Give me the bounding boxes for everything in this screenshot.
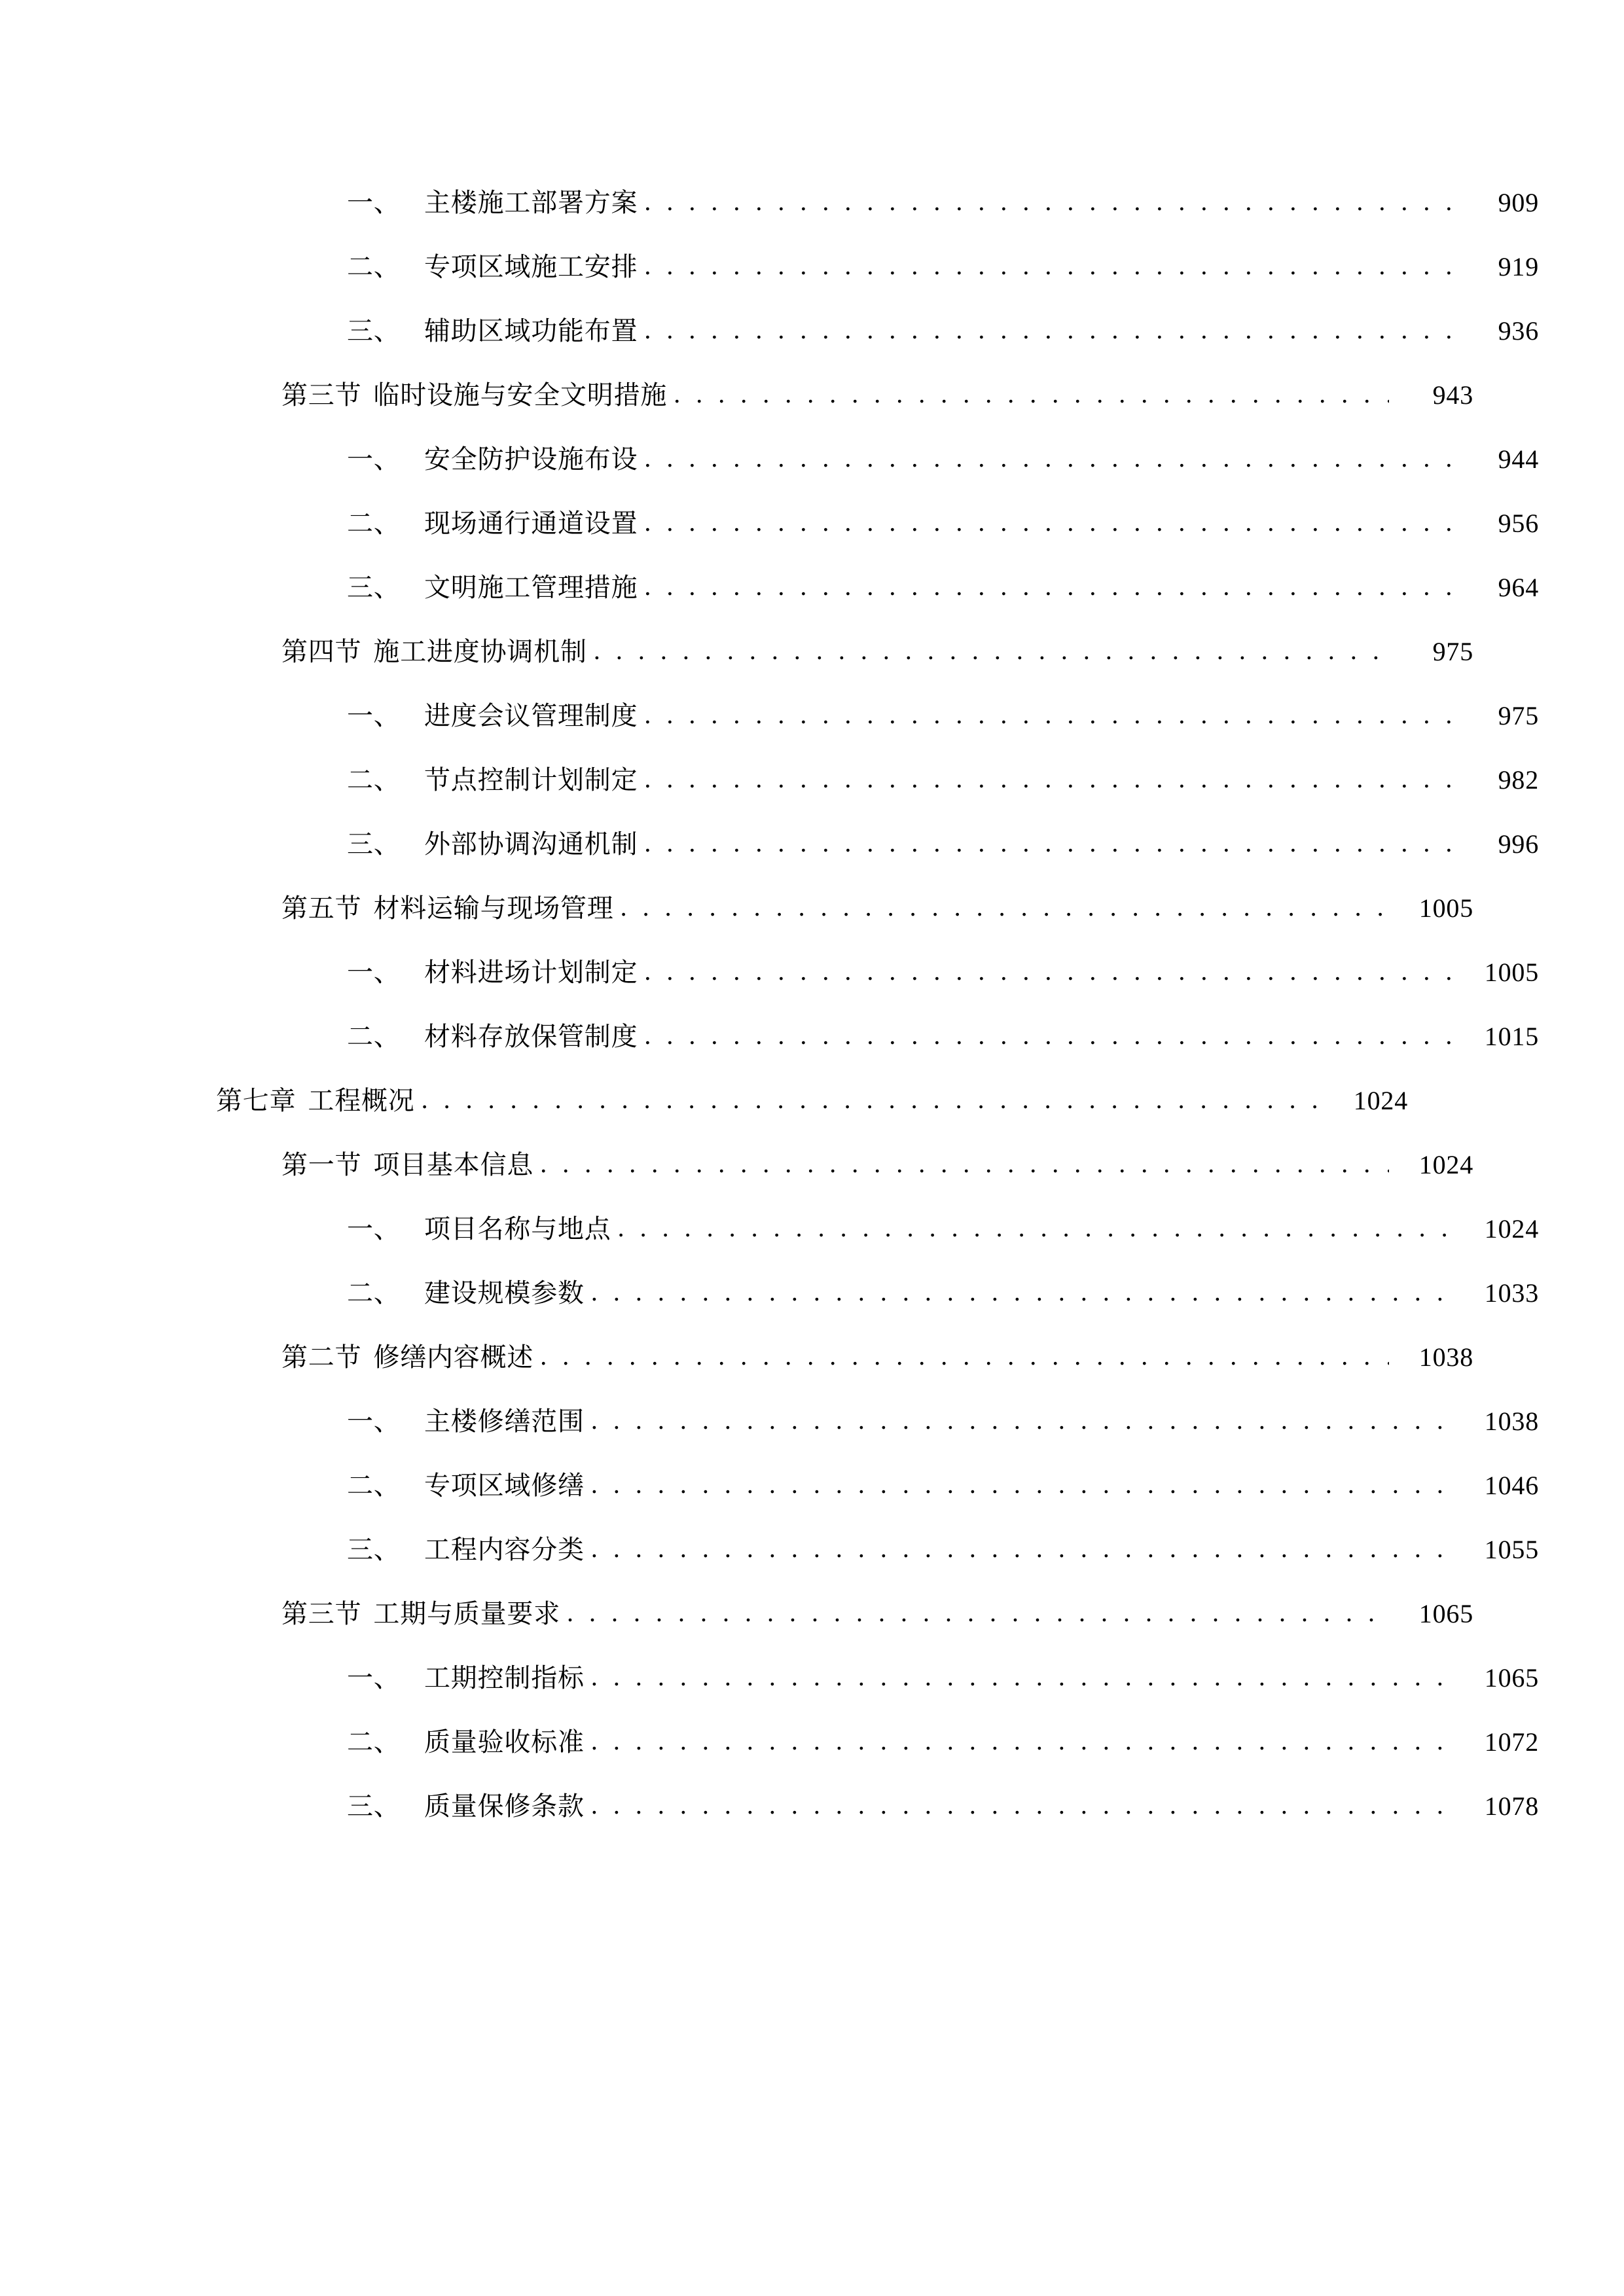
toc-entry-number: 一、 (347, 1214, 401, 1244)
toc-entry[interactable] (216, 315, 1539, 348)
toc-entry[interactable] (216, 1726, 1539, 1759)
toc-entry-title: 项目基本信息 (373, 1150, 534, 1179)
toc-entry-number: 二、 (347, 1727, 401, 1757)
toc-entry-title: 进度会议管理制度 (424, 701, 638, 730)
toc-leader-dots (540, 1340, 1389, 1372)
toc-entry-page-number: 1038 (1484, 1407, 1539, 1436)
toc-entry-page-number: 1024 (1484, 1214, 1539, 1244)
toc-entry-title: 材料运输与现场管理 (373, 893, 614, 923)
toc-leader-dots (644, 570, 1454, 603)
toc-entry[interactable] (216, 1534, 1539, 1566)
toc-leader-dots (644, 249, 1454, 282)
toc-entry-page-number: 1005 (1484, 958, 1539, 987)
toc-leader-dots (644, 506, 1454, 539)
toc-entry-title: 专项区域施工安排 (424, 252, 638, 281)
toc-entry-page-number: 1005 (1418, 893, 1473, 923)
toc-leader-dots (644, 442, 1454, 475)
toc-entry-page-number: 1065 (1484, 1663, 1539, 1693)
toc-entry-number: 一、 (347, 958, 401, 987)
toc-entry-title: 施工进度协调机制 (373, 637, 587, 666)
toc-entry-page-number: 956 (1498, 509, 1539, 538)
toc-entry-title: 辅助区域功能布置 (424, 316, 638, 346)
toc-entry[interactable] (216, 379, 1473, 412)
toc-entry-number: 一、 (347, 701, 401, 730)
toc-entry[interactable] (216, 187, 1539, 219)
toc-entry-title: 工程内容分类 (424, 1535, 585, 1564)
toc-entry-page-number: 964 (1498, 573, 1539, 602)
toc-entry-page-number: 1046 (1484, 1471, 1539, 1500)
toc-entry-number: 二、 (347, 1471, 401, 1500)
toc-entry-page-number: 982 (1498, 765, 1539, 795)
toc-entry-number: 二、 (347, 765, 401, 795)
toc-entry[interactable] (216, 1341, 1473, 1374)
toc-entry-number: 三、 (347, 1535, 401, 1564)
toc-leader-dots (644, 1019, 1454, 1052)
toc-entry-page-number: 1065 (1418, 1599, 1473, 1628)
toc-entry[interactable] (216, 1277, 1539, 1310)
toc-entry-page-number: 1055 (1484, 1535, 1539, 1564)
toc-leader-dots (540, 1147, 1389, 1180)
toc-entry-number: 第四节 (281, 637, 362, 666)
toc-entry-number: 三、 (347, 1791, 401, 1821)
toc-leader-dots (644, 955, 1454, 988)
toc-leader-dots (591, 1789, 1454, 1821)
toc-entry-number: 二、 (347, 1278, 401, 1308)
toc-leader-dots (644, 827, 1454, 859)
toc-entry-page-number: 1024 (1418, 1150, 1473, 1179)
toc-leader-dots (422, 1083, 1324, 1116)
toc-leader-dots (591, 1404, 1454, 1437)
toc-entry-number: 一、 (347, 1663, 401, 1693)
toc-entry[interactable] (216, 1149, 1473, 1181)
toc-entry-page-number: 936 (1498, 316, 1539, 346)
toc-entry-title: 质量保修条款 (424, 1791, 585, 1821)
toc-entry-title: 文明施工管理措施 (424, 573, 638, 602)
toc-leader-dots (591, 1532, 1454, 1565)
toc-entry-title: 临时设施与安全文明措施 (373, 380, 668, 410)
toc-entry-number: 一、 (347, 1407, 401, 1436)
toc-entry-page-number: 1024 (1353, 1086, 1408, 1115)
toc-leader-dots (567, 1596, 1389, 1629)
toc-entry-title: 专项区域修缮 (424, 1471, 585, 1500)
toc-entry-page-number: 1038 (1418, 1342, 1473, 1372)
toc-entry[interactable] (216, 1085, 1408, 1117)
toc-leader-dots (618, 1211, 1454, 1244)
toc-entry[interactable] (216, 1213, 1539, 1246)
toc-entry[interactable] (216, 892, 1473, 925)
toc-entry-page-number: 975 (1432, 637, 1473, 666)
toc-entry-title: 建设规模参数 (424, 1278, 585, 1308)
toc-entry[interactable] (216, 1662, 1539, 1695)
toc-entry-number: 一、 (347, 188, 401, 217)
toc-entry-number: 二、 (347, 252, 401, 281)
toc-entry[interactable] (216, 1469, 1539, 1502)
toc-leader-dots (674, 378, 1389, 410)
toc-entry-page-number: 1033 (1484, 1278, 1539, 1308)
toc-entry-page-number: 996 (1498, 829, 1539, 859)
toc-leader-dots (591, 1468, 1454, 1501)
toc-leader-dots (644, 185, 1454, 218)
toc-entry[interactable] (216, 636, 1473, 668)
toc-entry-title: 节点控制计划制定 (424, 765, 638, 795)
toc-entry-title: 质量验收标准 (424, 1727, 585, 1757)
toc-entry-number: 二、 (347, 509, 401, 538)
toc-entry[interactable] (216, 1598, 1473, 1630)
toc-entry-page-number: 919 (1498, 252, 1539, 281)
table-of-contents (216, 187, 1539, 1823)
toc-entry-number: 二、 (347, 1022, 401, 1051)
toc-entry-number: 第二节 (281, 1342, 362, 1372)
toc-entry-title: 现场通行通道设置 (424, 509, 638, 538)
toc-entry-page-number: 975 (1498, 701, 1539, 730)
toc-entry-number: 第五节 (281, 893, 362, 923)
toc-entry-title: 修缮内容概述 (373, 1342, 534, 1372)
toc-entry[interactable] (216, 828, 1539, 861)
toc-leader-dots (591, 1725, 1454, 1757)
toc-entry-title: 主楼施工部署方案 (424, 188, 638, 217)
toc-entry-page-number: 1072 (1484, 1727, 1539, 1757)
toc-leader-dots (591, 1276, 1454, 1308)
toc-entry-number: 三、 (347, 829, 401, 859)
toc-entry[interactable] (216, 443, 1539, 476)
toc-entry-title: 外部协调沟通机制 (424, 829, 638, 859)
toc-leader-dots (644, 762, 1454, 795)
toc-entry[interactable] (216, 956, 1539, 989)
toc-entry-number: 第七章 (216, 1086, 297, 1115)
toc-entry-number: 三、 (347, 316, 401, 346)
toc-entry[interactable] (216, 700, 1539, 732)
toc-entry-number: 第三节 (281, 380, 362, 410)
toc-entry-page-number: 944 (1498, 444, 1539, 474)
toc-entry-title: 工期与质量要求 (373, 1599, 561, 1628)
toc-entry[interactable] (216, 1790, 1539, 1823)
toc-entry-title: 材料进场计划制定 (424, 958, 638, 987)
toc-entry-title: 工程概况 (308, 1086, 415, 1115)
toc-entry[interactable] (216, 764, 1539, 797)
toc-entry[interactable] (216, 507, 1539, 540)
toc-leader-dots (594, 634, 1389, 667)
toc-entry[interactable] (216, 1405, 1539, 1438)
toc-entry-number: 第三节 (281, 1599, 362, 1628)
toc-entry-number: 第一节 (281, 1150, 362, 1179)
toc-entry-page-number: 909 (1498, 188, 1539, 217)
toc-leader-dots (644, 314, 1454, 346)
toc-entry-page-number: 943 (1432, 380, 1473, 410)
toc-entry-title: 安全防护设施布设 (424, 444, 638, 474)
toc-entry-number: 一、 (347, 444, 401, 474)
toc-leader-dots (591, 1660, 1454, 1693)
toc-entry-number: 三、 (347, 573, 401, 602)
toc-entry-title: 项目名称与地点 (424, 1214, 611, 1244)
toc-leader-dots (621, 891, 1389, 924)
toc-entry-title: 主楼修缮范围 (424, 1407, 585, 1436)
toc-entry-page-number: 1015 (1484, 1022, 1539, 1051)
toc-entry[interactable] (216, 571, 1539, 604)
toc-entry[interactable] (216, 251, 1539, 283)
toc-entry-page-number: 1078 (1484, 1791, 1539, 1821)
toc-leader-dots (644, 698, 1454, 731)
toc-entry-title: 材料存放保管制度 (424, 1022, 638, 1051)
toc-entry[interactable] (216, 1020, 1539, 1053)
toc-entry-title: 工期控制指标 (424, 1663, 585, 1693)
